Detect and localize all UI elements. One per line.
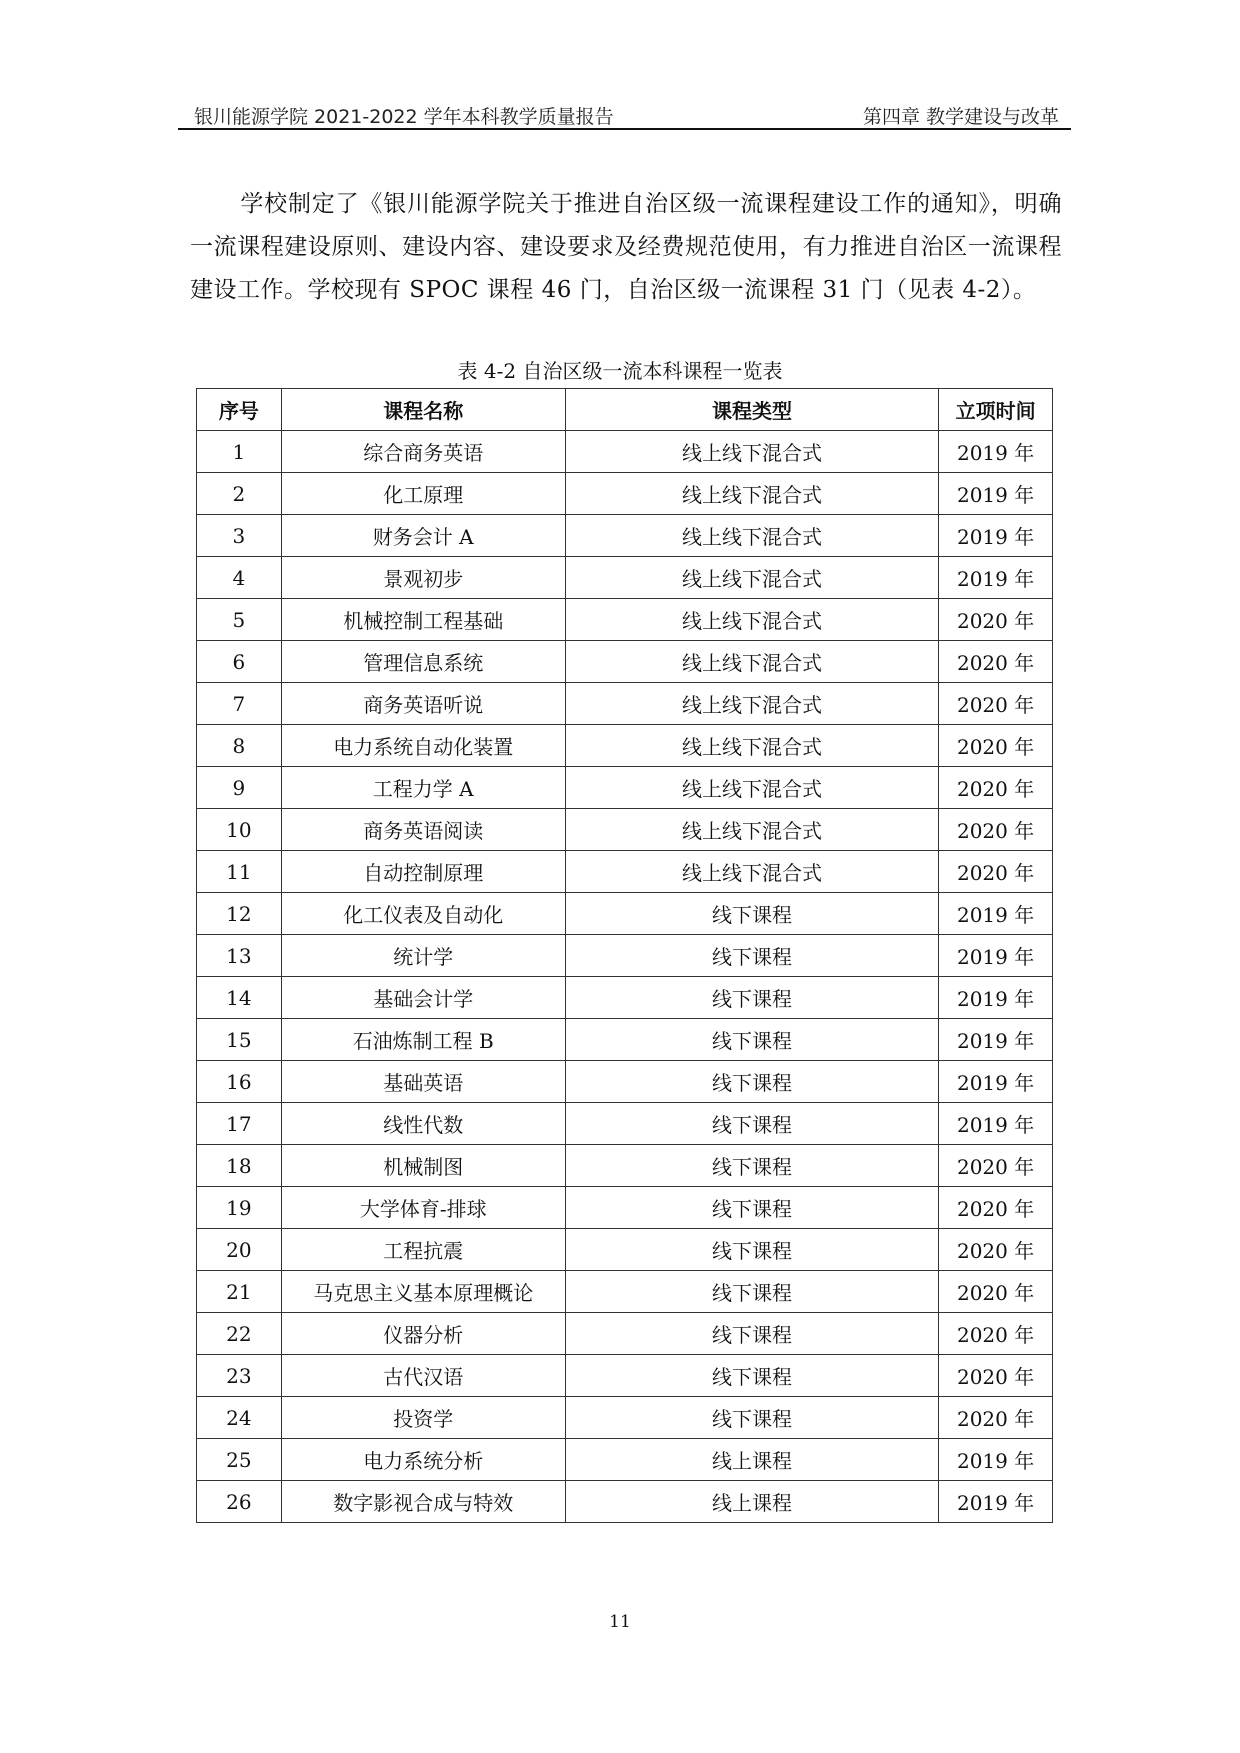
cell-approval-year: 2020 年 — [939, 1355, 1053, 1397]
table-row — [197, 851, 1053, 893]
cell-course-type: 线上课程 — [565, 1439, 939, 1481]
table-row — [197, 893, 1053, 935]
cell-course-name: 马克思主义基本原理概论 — [281, 1271, 565, 1313]
cell-course-type: 线下课程 — [565, 1229, 939, 1271]
cell-course-type: 线下课程 — [565, 1061, 939, 1103]
table-row — [197, 557, 1053, 599]
cell-course-name: 商务英语阅读 — [281, 809, 565, 851]
cell-course-type: 线上线下混合式 — [565, 473, 939, 515]
cell-index: 13 — [197, 935, 282, 977]
cell-approval-year: 2020 年 — [939, 1313, 1053, 1355]
cell-index: 6 — [197, 641, 282, 683]
cell-index: 17 — [197, 1103, 282, 1145]
cell-index: 10 — [197, 809, 282, 851]
table-caption: 表 4-2 自治区级一流本科课程一览表 — [457, 359, 783, 383]
cell-approval-year: 2019 年 — [939, 893, 1053, 935]
cell-approval-year: 2019 年 — [939, 1019, 1053, 1061]
header-index: 序号 — [197, 389, 282, 431]
cell-approval-year: 2019 年 — [939, 1061, 1053, 1103]
cell-approval-year: 2020 年 — [939, 725, 1053, 767]
report-title: 银川能源学院 2021-2022 学年本科教学质量报告 — [194, 106, 614, 128]
cell-index: 18 — [197, 1145, 282, 1187]
table-row — [197, 1103, 1053, 1145]
course-table — [196, 388, 1053, 1523]
header-course-name: 课程名称 — [281, 389, 565, 431]
table-row — [197, 809, 1053, 851]
cell-index: 25 — [197, 1439, 282, 1481]
cell-index: 19 — [197, 1187, 282, 1229]
cell-index: 7 — [197, 683, 282, 725]
cell-index: 2 — [197, 473, 282, 515]
cell-approval-year: 2020 年 — [939, 767, 1053, 809]
cell-course-name: 石油炼制工程 B — [281, 1019, 565, 1061]
cell-course-name: 统计学 — [281, 935, 565, 977]
cell-approval-year: 2020 年 — [939, 1187, 1053, 1229]
table-row — [197, 641, 1053, 683]
cell-course-name: 综合商务英语 — [281, 431, 565, 473]
cell-course-name: 仪器分析 — [281, 1313, 565, 1355]
cell-approval-year: 2019 年 — [939, 473, 1053, 515]
cell-index: 26 — [197, 1481, 282, 1523]
cell-course-name: 大学体育-排球 — [281, 1187, 565, 1229]
cell-index: 23 — [197, 1355, 282, 1397]
cell-approval-year: 2020 年 — [939, 1271, 1053, 1313]
cell-index: 12 — [197, 893, 282, 935]
cell-course-type: 线下课程 — [565, 893, 939, 935]
cell-approval-year: 2019 年 — [939, 935, 1053, 977]
table-row — [197, 1481, 1053, 1523]
cell-approval-year: 2019 年 — [939, 557, 1053, 599]
cell-index: 22 — [197, 1313, 282, 1355]
cell-index: 3 — [197, 515, 282, 557]
cell-course-name: 投资学 — [281, 1397, 565, 1439]
cell-course-name: 化工仪表及自动化 — [281, 893, 565, 935]
cell-approval-year: 2019 年 — [939, 515, 1053, 557]
cell-course-name: 电力系统分析 — [281, 1439, 565, 1481]
table-row — [197, 431, 1053, 473]
cell-course-type: 线下课程 — [565, 1355, 939, 1397]
cell-approval-year: 2020 年 — [939, 851, 1053, 893]
cell-course-name: 化工原理 — [281, 473, 565, 515]
table-row — [197, 1145, 1053, 1187]
table-row — [197, 1355, 1053, 1397]
cell-approval-year: 2020 年 — [939, 1397, 1053, 1439]
table-row — [197, 515, 1053, 557]
cell-course-name: 自动控制原理 — [281, 851, 565, 893]
cell-course-name: 古代汉语 — [281, 1355, 565, 1397]
cell-course-name: 管理信息系统 — [281, 641, 565, 683]
cell-course-type: 线下课程 — [565, 977, 939, 1019]
cell-approval-year: 2019 年 — [939, 431, 1053, 473]
cell-approval-year: 2019 年 — [939, 1103, 1053, 1145]
table-row — [197, 1229, 1053, 1271]
cell-course-type: 线上线下混合式 — [565, 557, 939, 599]
cell-course-type: 线上线下混合式 — [565, 599, 939, 641]
cell-course-name: 线性代数 — [281, 1103, 565, 1145]
table-row — [197, 1061, 1053, 1103]
cell-approval-year: 2020 年 — [939, 683, 1053, 725]
cell-course-type: 线下课程 — [565, 1103, 939, 1145]
cell-index: 16 — [197, 1061, 282, 1103]
cell-course-name: 工程抗震 — [281, 1229, 565, 1271]
cell-course-name: 机械控制工程基础 — [281, 599, 565, 641]
table-body — [197, 431, 1053, 1523]
cell-course-name: 电力系统自动化装置 — [281, 725, 565, 767]
cell-index: 11 — [197, 851, 282, 893]
cell-course-type: 线上线下混合式 — [565, 767, 939, 809]
cell-course-type: 线上线下混合式 — [565, 809, 939, 851]
cell-approval-year: 2020 年 — [939, 809, 1053, 851]
cell-approval-year: 2020 年 — [939, 1229, 1053, 1271]
cell-approval-year: 2020 年 — [939, 599, 1053, 641]
cell-course-type: 线下课程 — [565, 1271, 939, 1313]
cell-course-type: 线上线下混合式 — [565, 683, 939, 725]
table-row — [197, 977, 1053, 1019]
cell-index: 8 — [197, 725, 282, 767]
cell-course-type: 线上线下混合式 — [565, 431, 939, 473]
cell-course-name: 基础英语 — [281, 1061, 565, 1103]
cell-approval-year: 2020 年 — [939, 641, 1053, 683]
cell-course-name: 数字影视合成与特效 — [281, 1481, 565, 1523]
cell-index: 5 — [197, 599, 282, 641]
table-row — [197, 1313, 1053, 1355]
cell-index: 1 — [197, 431, 282, 473]
table-row — [197, 473, 1053, 515]
page-number: 11 — [609, 1612, 631, 1632]
cell-course-type: 线下课程 — [565, 1187, 939, 1229]
cell-index: 15 — [197, 1019, 282, 1061]
table-row — [197, 683, 1053, 725]
cell-course-type: 线上课程 — [565, 1481, 939, 1523]
chapter-title: 第四章 教学建设与改革 — [862, 106, 1059, 128]
cell-course-name: 商务英语听说 — [281, 683, 565, 725]
cell-approval-year: 2019 年 — [939, 977, 1053, 1019]
cell-index: 24 — [197, 1397, 282, 1439]
cell-course-type: 线下课程 — [565, 1397, 939, 1439]
table-row — [197, 599, 1053, 641]
cell-course-name: 景观初步 — [281, 557, 565, 599]
cell-index: 21 — [197, 1271, 282, 1313]
table-row — [197, 1271, 1053, 1313]
cell-course-type: 线上线下混合式 — [565, 725, 939, 767]
cell-course-name: 机械制图 — [281, 1145, 565, 1187]
cell-index: 20 — [197, 1229, 282, 1271]
cell-index: 4 — [197, 557, 282, 599]
header-course-type: 课程类型 — [565, 389, 939, 431]
cell-index: 14 — [197, 977, 282, 1019]
cell-approval-year: 2020 年 — [939, 1145, 1053, 1187]
cell-course-type: 线上线下混合式 — [565, 641, 939, 683]
page-header — [178, 96, 1071, 130]
table-row — [197, 1019, 1053, 1061]
table-row — [197, 1187, 1053, 1229]
cell-course-type: 线下课程 — [565, 1313, 939, 1355]
table-row — [197, 1397, 1053, 1439]
cell-approval-year: 2019 年 — [939, 1439, 1053, 1481]
cell-course-type: 线下课程 — [565, 935, 939, 977]
cell-course-name: 工程力学 A — [281, 767, 565, 809]
paragraph-text: 学校制定了《银川能源学院关于推进自治区级一流课程建设工作的通知》，明确一流课程建设原则、建设内容、建设要求及经费规范使用，有力推进自治区一流课程建设工作。学校现有 SPOC 课程 46 门，自治区级一流课程 31 门（见表 4-2）。 — [190, 191, 1062, 303]
body-paragraph — [190, 183, 1062, 312]
cell-approval-year: 2019 年 — [939, 1481, 1053, 1523]
cell-course-type: 线上线下混合式 — [565, 515, 939, 557]
table-row — [197, 1439, 1053, 1481]
table-row — [197, 935, 1053, 977]
cell-course-type: 线下课程 — [565, 1019, 939, 1061]
cell-course-type: 线上线下混合式 — [565, 851, 939, 893]
table-header-row — [197, 389, 1053, 431]
table-row — [197, 767, 1053, 809]
cell-index: 9 — [197, 767, 282, 809]
table-row — [197, 725, 1053, 767]
cell-course-name: 基础会计学 — [281, 977, 565, 1019]
cell-course-type: 线下课程 — [565, 1145, 939, 1187]
header-approval-year: 立项时间 — [939, 389, 1053, 431]
cell-course-name: 财务会计 A — [281, 515, 565, 557]
